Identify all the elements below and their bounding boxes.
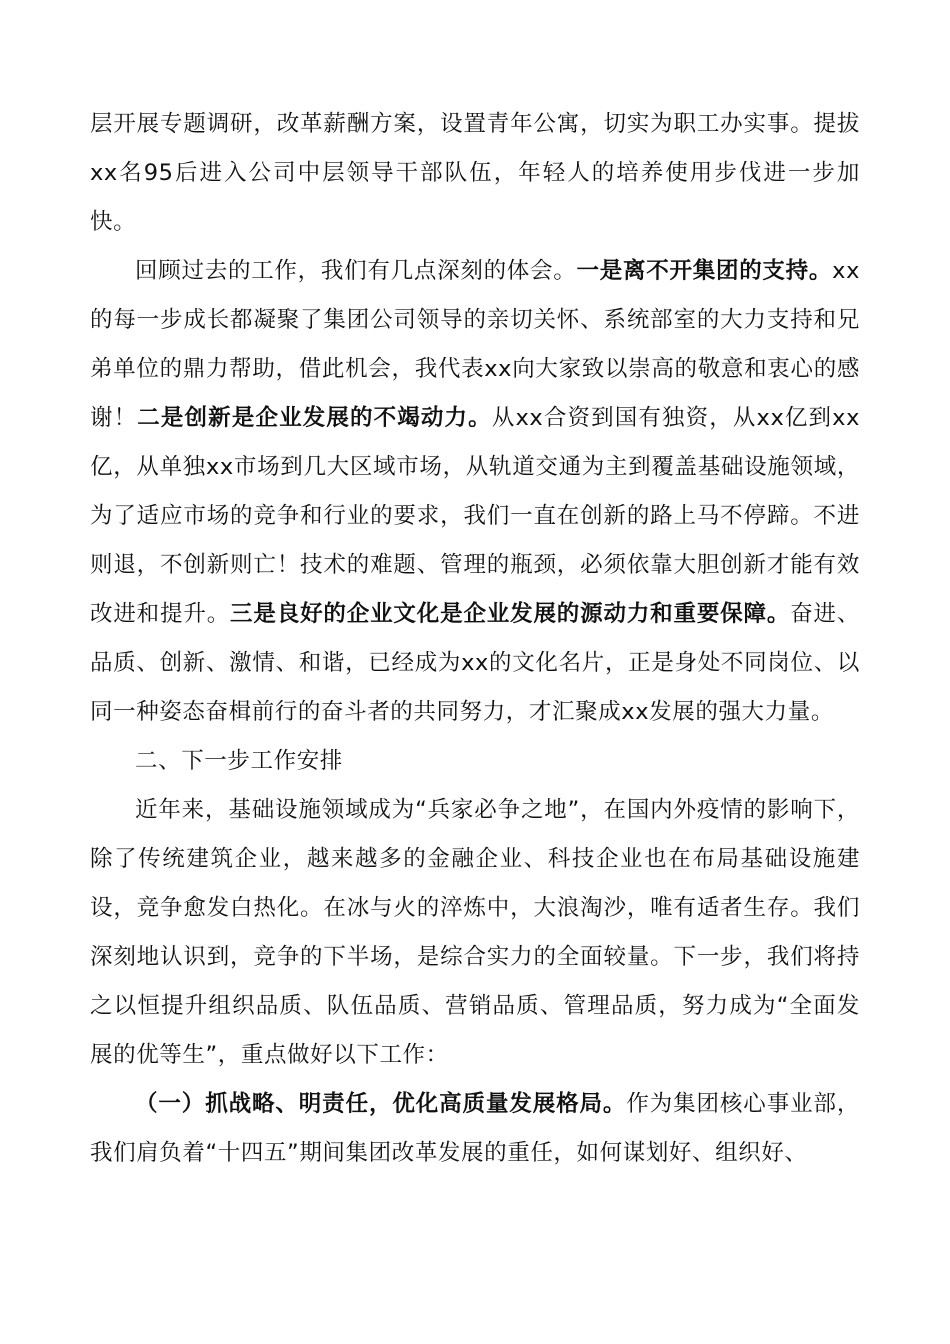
heading-text: 二、下一步工作安排 [135, 748, 343, 774]
paragraph-1 [90, 100, 860, 247]
section-heading [90, 737, 860, 786]
bold-text-run: （一）抓战略、明责任，优化高质量发展格局。 [135, 1091, 627, 1117]
text-run: 奋进、品质、创新、激情、和谐，已经成为xx的文化名片，正是身处不同岗位、以同一种姿态奋楫前行的奋斗者的共同努力，才汇聚成xx发展的强大力量。 [90, 601, 860, 725]
bold-text-run: 三是良好的企业文化是企业发展的源动力和重要保障。 [230, 601, 791, 627]
text-run: 层开展专题调研，改革薪酬方案，设置青年公寓，切实为职工办实事。提拔xx名95后进入公司中层领导干部队伍，年轻人的培养使用步伐进一步加快。 [90, 111, 860, 235]
paragraph-4 [90, 786, 860, 1080]
paragraph-5 [90, 1080, 860, 1178]
bold-text-run: 二是创新是企业发展的不竭动力。 [137, 405, 492, 431]
text-run: 回顾过去的工作，我们有几点深刻的体会。 [135, 258, 577, 284]
text-run: 从xx合资到国有独资，从xx亿到xx亿，从单独xx市场到几大区域市场，从轨道交通为主到覆盖基础设施领域，为了适应市场的竞争和行业的要求，我们一直在创新的路上马不停蹄。不进则退，不创新则亡！技术的难题、管理的瓶颈，必须依靠大胆创新才能有效改进和提升。 [90, 405, 860, 627]
bold-text-run: 一是离不开集团的支持。 [576, 258, 833, 284]
text-run: 作为集团核心事业部，我们肩负着“十四五”期间集团改革发展的重任，如何谋划好、组织好、 [90, 1091, 860, 1166]
text-run: xx的每一步成长都凝聚了集团公司领导的亲切关怀、系统部室的大力支持和兄弟单位的鼎力帮助，借此机会，我代表xx向大家致以崇高的敬意和衷心的感谢！ [90, 258, 860, 431]
document-page [90, 100, 860, 1178]
text-run: 近年来，基础设施领域成为“兵家必争之地”，在国内外疫情的影响下，除了传统建筑企业，越来越多的金融企业、科技企业也在布局基础设施建设，竞争愈发白热化。在冰与火的淬炼中，大浪淘沙，唯有适者生存。我们深刻地认识到，竞争的下半场，是综合实力的全面较量。下一步，我们将持之以恒提升组织品质、队伍品质、营销品质、管理品质，努力成为“全面发展的优等生”，重点做好以下工作： [90, 797, 860, 1068]
paragraph-2 [90, 247, 860, 737]
